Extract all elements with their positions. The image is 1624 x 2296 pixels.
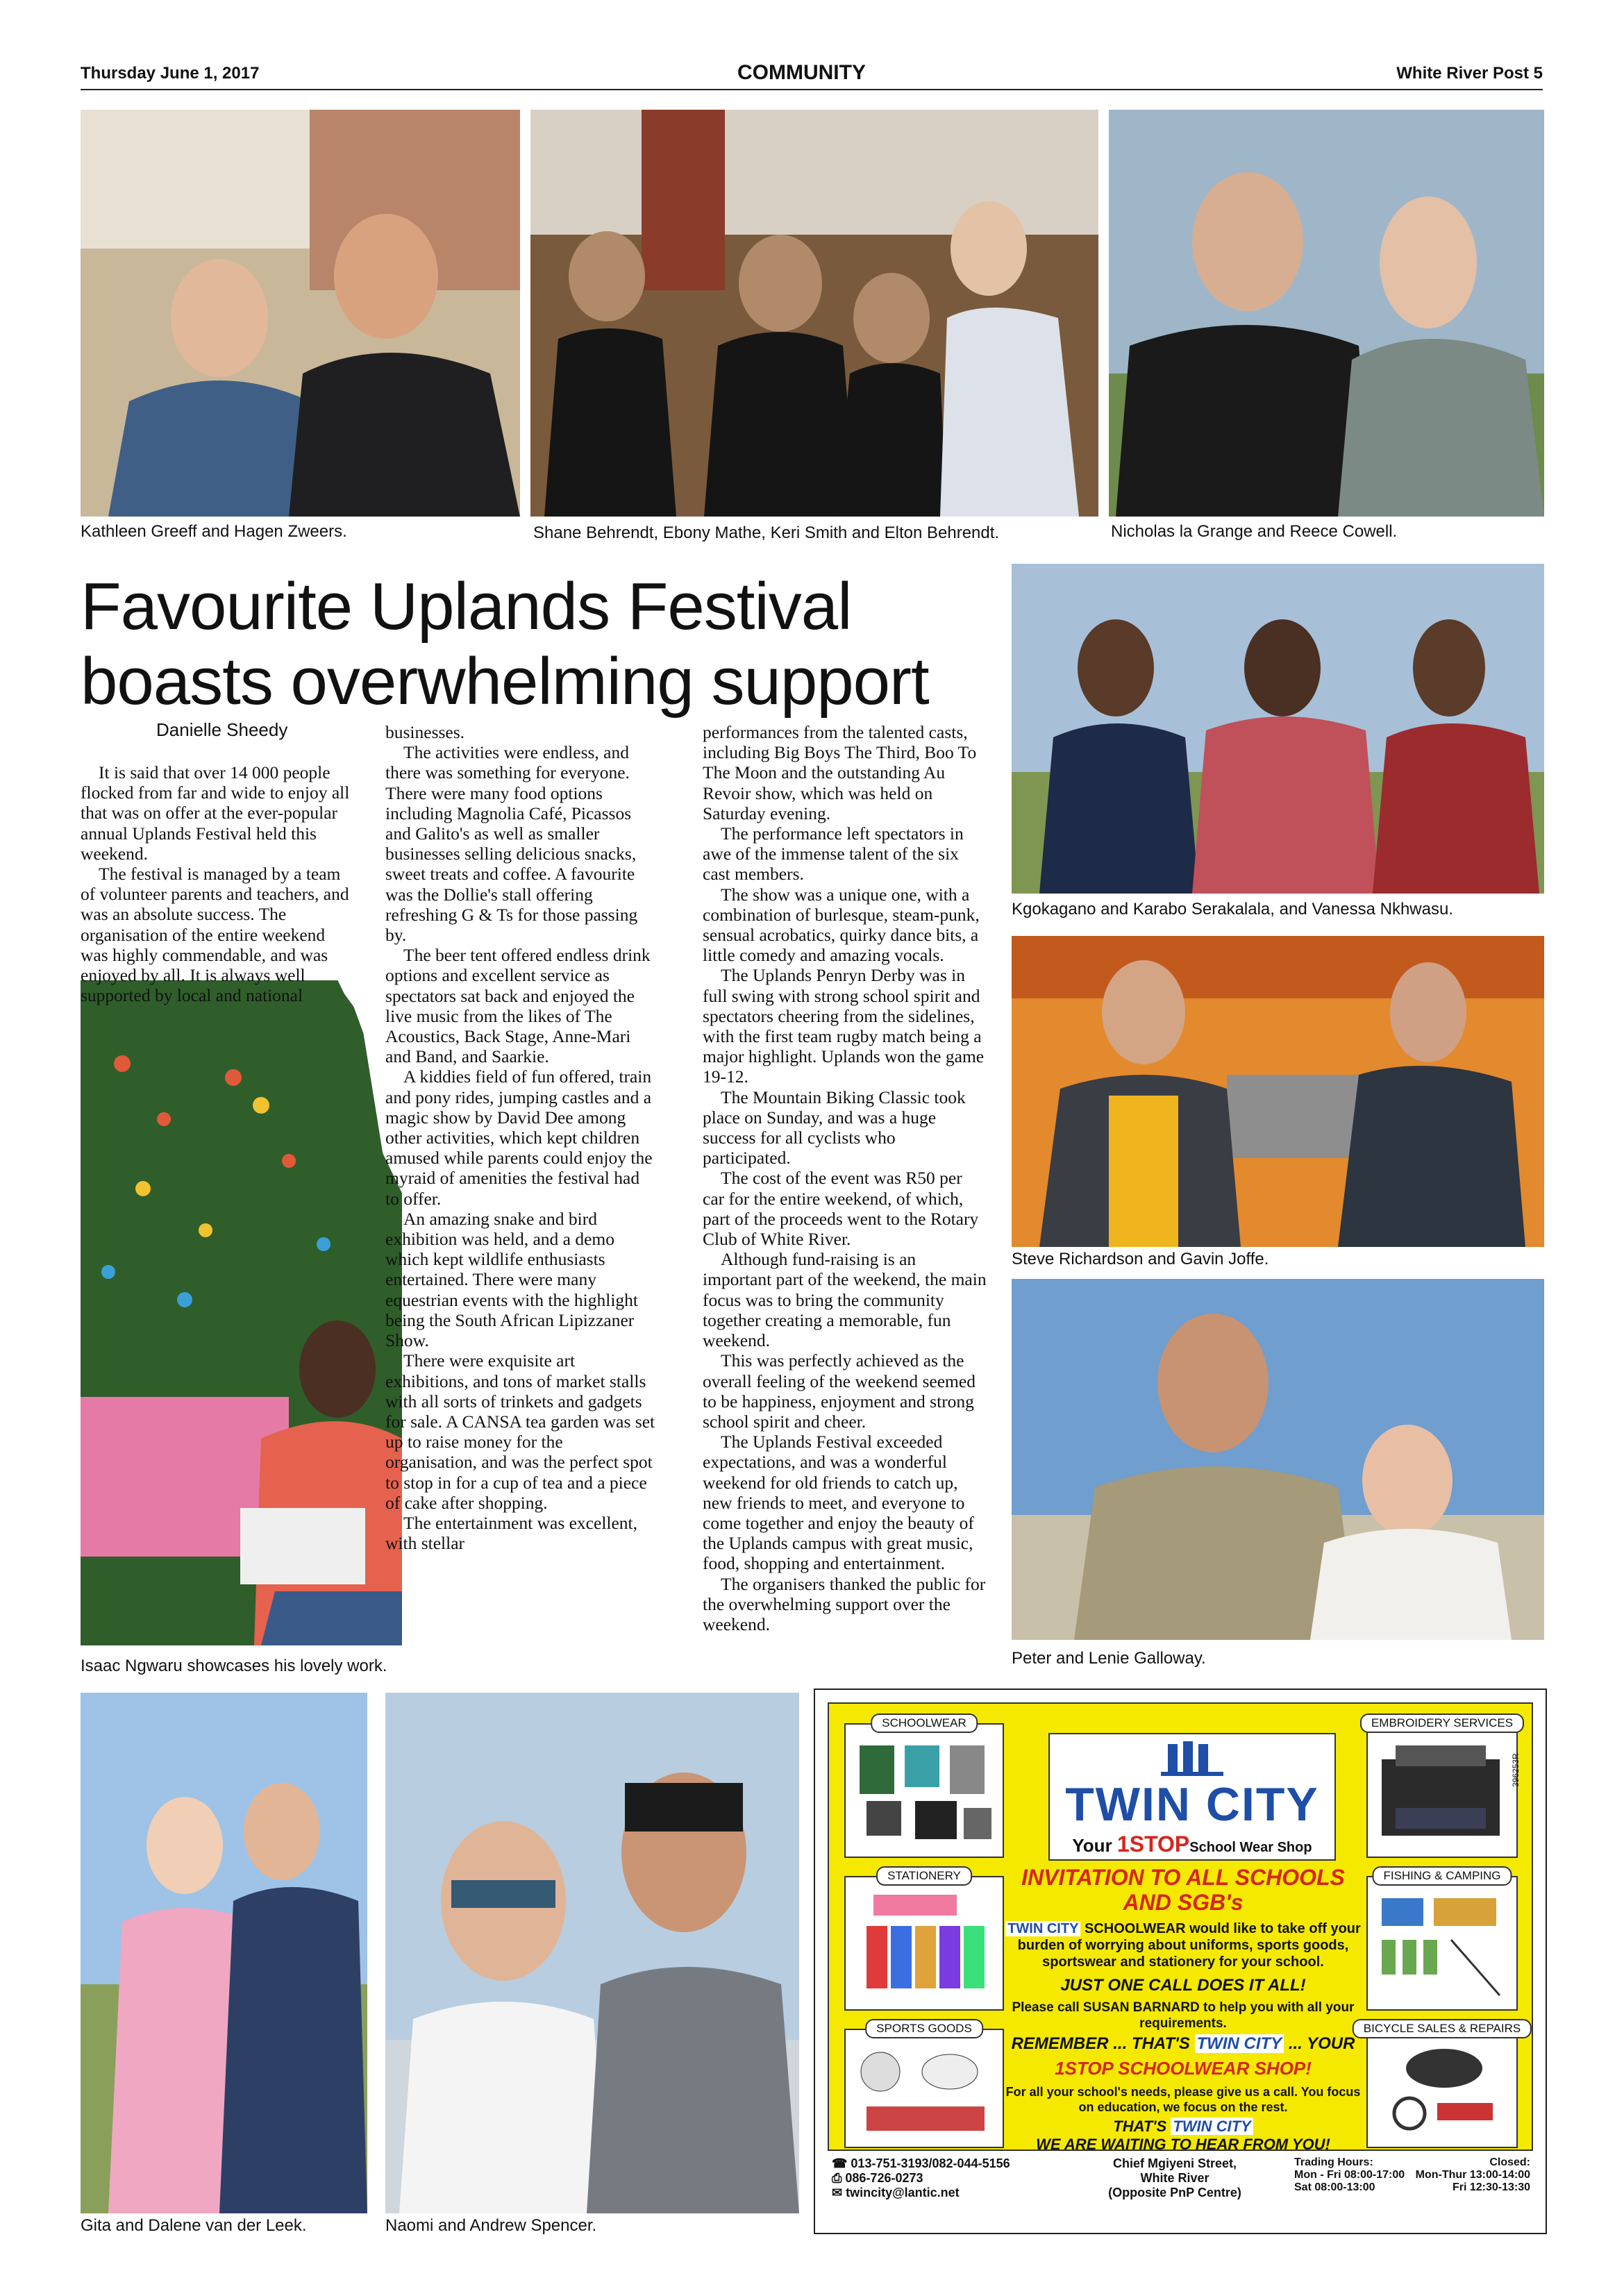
caption-isaac-ngwaru: Isaac Ngwaru showcases his lovely work. <box>81 1657 387 1675</box>
caption-steve-gavin: Steve Richardson and Gavin Joffe. <box>1012 1250 1269 1268</box>
invitation-heading: INVITATION TO ALL SCHOOLS AND SGB's <box>1021 1865 1345 1915</box>
twin-city-advert <box>814 1689 1547 2234</box>
email-icon: ✉ <box>832 2186 846 2199</box>
fishing-camping-label: FISHING & CAMPING <box>1372 1866 1512 1886</box>
photo-steve-gavin <box>1012 936 1544 1247</box>
stationery-icon <box>846 1877 1003 2009</box>
twin-city-wordmark: TWIN CITY <box>1065 1778 1319 1831</box>
article-paragraph: The show was a unique one, with a combination of burlesque, steam-punk, sensual acrobatics, quirky dance bits, a little comedy and amazing vocals. <box>703 884 980 966</box>
page-date: Thursday June 1, 2017 <box>81 64 260 83</box>
article-paragraph: A kiddies field of fun offered, train and pony rides, jumping castles and a magic show by David Dee among other activities, which kept children amused while parents could enjoy the myraid of amenities the festival had to offer. <box>385 1066 653 1209</box>
advert-panel <box>828 1702 1533 2151</box>
bicycle-parts-icon <box>1368 2030 1516 2147</box>
photo-peter-lenie <box>1012 1279 1544 1640</box>
sports-goods-label: SPORTS GOODS <box>865 2019 983 2038</box>
article-paragraph: The activities were endless, and there was something for everyone. There were many food options including Magnolia Café, Picassos and Galito's as well as smaller businesses selling delicious snacks, sweet treats and coffee. A favourite was the Dollie's stall offering refreshing G & Ts for those passing by. <box>385 742 638 946</box>
stationery-box <box>844 1869 1004 2011</box>
article-col-1 <box>81 762 353 1005</box>
article-paragraph: The beer tent offered endless drink options and excellent service as spectators sat back and enjoyed the live music from the likes of The Acoustics, Back Stage, Anne-Mari and Band, and Saarkie. <box>385 945 651 1067</box>
caption-peter-lenie: Peter and Lenie Galloway. <box>1012 1649 1206 1668</box>
sports-goods-icon <box>846 2030 1003 2147</box>
article-paragraph: The Mountain Biking Classic took place on Sunday, and was a huge success for all cyclists who participated. <box>703 1087 966 1168</box>
bicycle-box <box>1363 2022 1521 2148</box>
article-paragraph: The festival is managed by a team of volunteer parents and teachers, and was an absolute success. The organisation of the entire weekend was highly commendable, and was enjoyed by all. It is always well supported by local and national <box>81 864 349 1006</box>
twin-city-logo <box>1048 1733 1336 1861</box>
bicycle-label: BICYCLE SALES & REPAIRS <box>1353 2019 1532 2038</box>
twin-city-tagline: Your 1STOPSchool Wear Shop <box>1072 1832 1312 1857</box>
twin-city-emblem-icon <box>1050 1738 1334 1780</box>
remember-line: REMEMBER ... THAT'S TWIN CITY ... YOUR <box>1011 2034 1355 2053</box>
article-paragraph: businesses. <box>385 722 465 742</box>
caption-gita-dalene: Gita and Dalene van der Leek. <box>81 2216 307 2235</box>
caption-galitos-staff: Shane Behrendt, Ebony Mathe, Keri Smith and Elton Behrendt. <box>533 523 1000 542</box>
just-one-call: JUST ONE CALL DOES IT ALL! <box>1060 1976 1306 1995</box>
article-paragraph: The organisers thanked the public for the overwhelming support over the weekend. <box>703 1573 986 1634</box>
article-headline <box>81 569 990 719</box>
caption-nicholas-reece: Nicholas la Grange and Reece Cowell. <box>1111 522 1398 541</box>
embroidery-machine-icon <box>1368 1725 1516 1857</box>
byline: Danielle Sheedy <box>156 719 288 740</box>
call-susan: Please call SUSAN BARNARD to help you with all your requirements. <box>1012 2000 1355 2031</box>
embroidery-box <box>1366 1716 1518 1858</box>
article-paragraph: The Uplands Penryn Derby was in full swing with strong school spirit and spectators cheering from the sidelines, with the first team rugby match being a major highlight. Uplands won the game 19-12. <box>703 965 985 1087</box>
advert-code: 396253R <box>1511 1753 1521 1787</box>
article-paragraph: performances from the talented casts, including Big Boys The Third, Boo To The Moon and the outstanding Au Revoir show, which was held on Saturday evening. <box>703 722 977 823</box>
trading-hours: Trading Hours: Closed: Mon - Fri 08:00-17:00 Mon-Thur 13:00-14:00 Sat 08:00-13:00 Fri 12:30-13:30 <box>1294 2156 1530 2193</box>
thats-line: THAT'S TWIN CITY <box>1003 2118 1364 2136</box>
article-col-2 <box>385 722 658 1553</box>
embroidery-label: EMBROIDERY SERVICES <box>1360 1713 1524 1733</box>
article-paragraph: The performance left spectators in awe of the immense talent of the six cast members. <box>703 823 964 885</box>
article-paragraph: Although fund-raising is an important part of the weekend, the main focus was to bring the community together creating a memorable, fun weekend. <box>703 1249 987 1351</box>
waiting-line: WE ARE WAITING TO HEAR FROM YOU! <box>1036 2136 1330 2153</box>
headline-line-1: Favourite Uplands Festival <box>81 569 852 644</box>
phone-icon: ☎ <box>832 2156 851 2170</box>
one-stop-line: 1STOP SCHOOLWEAR SHOP! <box>1055 2058 1312 2079</box>
article-paragraph: The cost of the event was R50 per car for the entire weekend, of which, part of the proceeds went to the Rotary Club of White River. <box>703 1168 979 1250</box>
school-needs: For all your school's needs, please give us a call. You focus on education, we focus on the rest. <box>1005 2085 1361 2114</box>
photo-kathleen-hagen <box>81 110 520 517</box>
section-title: COMMUNITY <box>737 61 866 84</box>
contact-details: ☎ 013-751-3193/082-044-5156 ⎙ 086-726-0273 ✉ twincity@lantic.net <box>832 2156 1010 2199</box>
fishing-gear-icon <box>1368 1877 1516 2009</box>
article-col-3 <box>703 722 987 1634</box>
photo-naomi-andrew <box>385 1693 799 2213</box>
fax-icon: ⎙ <box>832 2171 846 2185</box>
caption-kathleen-hagen: Kathleen Greeff and Hagen Zweers. <box>81 522 347 541</box>
caption-kgokagano-karabo-vanessa: Kgokagano and Karabo Serakalala, and Vanessa Nkhwasu. <box>1012 900 1453 919</box>
schoolwear-box <box>844 1716 1004 1858</box>
photo-galitos-staff <box>530 110 1098 517</box>
article-paragraph: This was perfectly achieved as the overall feeling of the weekend seemed to be happiness, enjoyment and strong school spirit and cheer. <box>703 1350 976 1432</box>
stationery-label: STATIONERY <box>876 1866 972 1886</box>
photo-nicholas-reece <box>1109 110 1544 517</box>
article-paragraph: There were exquisite art exhibitions, and tons of market stalls with all sorts of trinkets and gadgets for sale. A CANSA tea garden was set up to raise money for the organisation, and was the perfect spot to stop in for a cup of tea and a piece of cake after shopping. <box>385 1350 655 1513</box>
article-paragraph: The entertainment was excellent, with stellar <box>385 1512 638 1554</box>
store-address: Chief Mgiyeni Street, White River (Opposite PnP Centre) <box>1108 2156 1241 2199</box>
photo-isaac-ngwaru <box>81 980 402 1645</box>
article-paragraph: The Uplands Festival exceeded expectations, and was a wonderful weekend for old friends to catch up, new friends to meet, and everyone to come together and enjoy the beauty of the Uplands campus with great music, food, shopping and entertainment. <box>703 1432 974 1574</box>
photo-gita-dalene <box>81 1693 367 2213</box>
header-rule <box>81 89 1543 90</box>
headline-line-2: boasts overwhelming support <box>81 644 929 719</box>
sports-goods-box <box>844 2022 1004 2148</box>
schoolwear-icon <box>846 1725 1003 1857</box>
fishing-camping-box <box>1366 1869 1518 2011</box>
article-paragraph: It is said that over 14 000 people flocked from far and wide to enjoy all that was on offer at the ever-popular annual Uplands Festival held this weekend. <box>81 762 350 864</box>
invitation-body: TWIN CITY SCHOOLWEAR would like to take off your burden of worrying about uniforms, sports goods, sportswear and stationery for your school. <box>1003 1920 1364 1970</box>
schoolwear-label: SCHOOLWEAR <box>871 1713 978 1733</box>
photo-kgokagano-karabo-vanessa <box>1012 564 1544 894</box>
article-paragraph: An amazing snake and bird exhibition was held, and a demo which kept wildlife enthusiasts entertained. There were many equestrian events with the highlight being the South African Lipizzaner Show. <box>385 1208 639 1351</box>
publication-name: White River Post 5 <box>1396 64 1543 83</box>
caption-naomi-andrew: Naomi and Andrew Spencer. <box>385 2216 597 2235</box>
